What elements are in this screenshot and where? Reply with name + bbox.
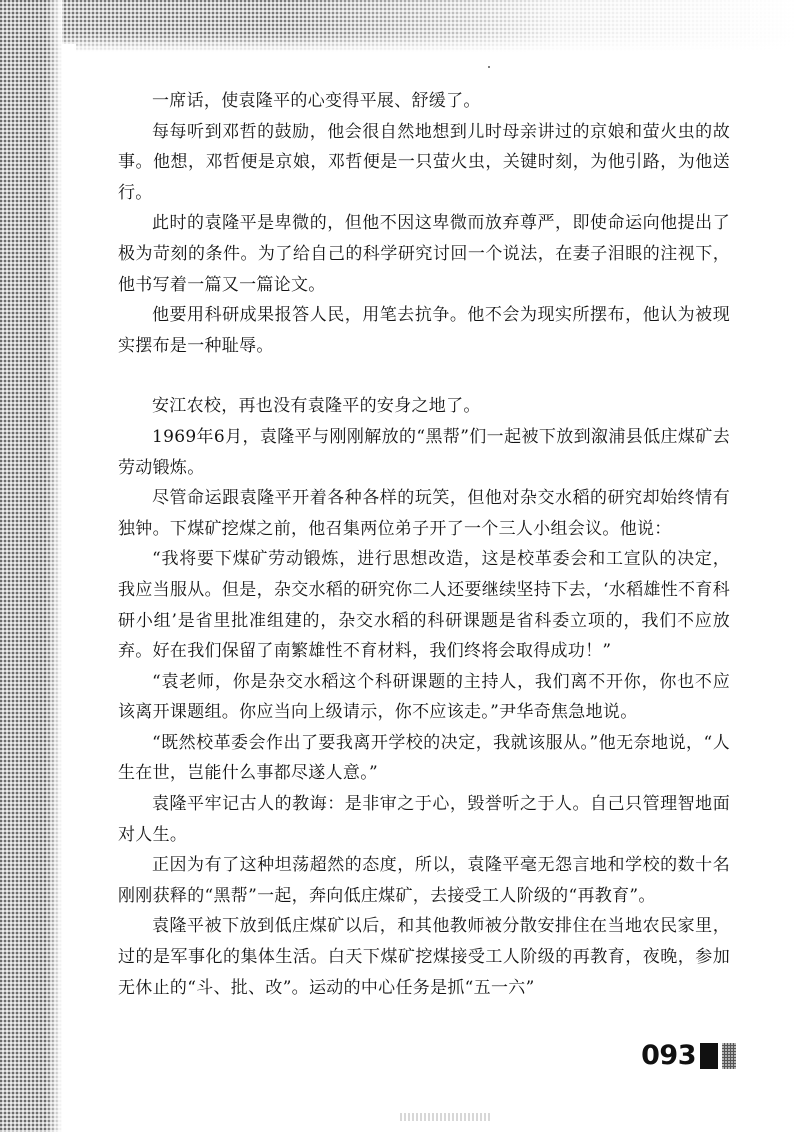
page-number: 093 <box>641 1040 696 1071</box>
paragraph: 安江农校，再也没有袁隆平的安身之地了。 <box>152 396 481 417</box>
paragraph: 正因为有了这种坦荡超然的态度，所以，袁隆平毫无怨言地和学校的数十名刚刚获释的“黑帮”一起，奔向低庄煤矿，去接受工人阶级的“再教育”。 <box>118 855 730 906</box>
paragraph: “袁老师，你是杂交水稻这个科研课题的主持人，我们离不开你，你也不应该离开课题组。你应当向上级请示，你不应该走。”尹华奇焦急地说。 <box>118 671 730 723</box>
paragraph: 尽管命运跟袁隆平开着各种各样的玩笑，但他对杂交水稻的研究却始终情有独钟。下煤矿挖煤之前，他召集两位弟子开了一个三人小组会议。他说： <box>118 488 730 539</box>
paragraph: 每每听到邓哲的鼓励，他会很自然地想到儿时母亲讲过的京娘和萤火虫的故事。他想，邓哲便是京娘，邓哲便是一只萤火虫，关键时刻，为他引路，为他送行。 <box>118 121 730 203</box>
page-number-block <box>641 1040 736 1071</box>
paragraph: 袁隆平牢记古人的教诲：是非审之于心，毁誉听之于人。自己只管理智地面对人生。 <box>118 794 730 845</box>
paragraph: 1969年6月，袁隆平与刚刚解放的“黑帮”们一起被下放到溆浦县低庄煤矿去劳动锻炼。 <box>118 426 730 478</box>
scan-corner <box>62 44 76 58</box>
scan-fade <box>0 0 800 60</box>
scan-watermark <box>400 1113 490 1121</box>
page-number-bar-textured <box>722 1043 736 1069</box>
body-text <box>118 86 730 1003</box>
paragraph: “我将要下煤矿劳动锻炼，进行思想改造，这是校革委会和工宣队的决定，我应当服从。但是，杂交水稻的研究你二人还要继续坚持下去，‘水稻雄性不育科研小组’是省里批准组建的，杂交水稻的科研课题是省科委立项的，我们不应放弃。好在我们保留了南繁雄性不育材料，我们终将会取得成功！” <box>118 549 730 662</box>
page-number-bar <box>700 1043 718 1069</box>
scan-border-left <box>0 0 62 1132</box>
paragraph: 此时的袁隆平是卑微的，但他不因这卑微而放弃尊严，即使命运向他提出了极为苛刻的条件。为了给自己的科学研究讨回一个说法，在妻子泪眼的注视下，他书写着一篇又一篇论文。 <box>118 213 730 295</box>
paragraph: “既然校革委会作出了要我离开学校的决定，我就该服从。”他无奈地说，“人生在世，岂能什么事都尽遂人意。” <box>118 732 730 784</box>
scan-speck <box>488 66 490 68</box>
paragraph: 一席话，使袁隆平的心变得平展、舒缓了。 <box>152 91 481 111</box>
paragraph: 他要用科研成果报答人民，用笔去抗争。他不会为现实所摆布，他认为被现实摆布是一种耻辱。 <box>118 305 730 356</box>
paragraph: 袁隆平被下放到低庄煤矿以后，和其他教师被分散安排住在当地农民家里，过的是军事化的集体生活。白天下煤矿挖煤接受工人阶级的再教育，夜晚，参加无休止的“斗、批、改”。运动的中心任务是抓“五一六” <box>118 916 730 998</box>
